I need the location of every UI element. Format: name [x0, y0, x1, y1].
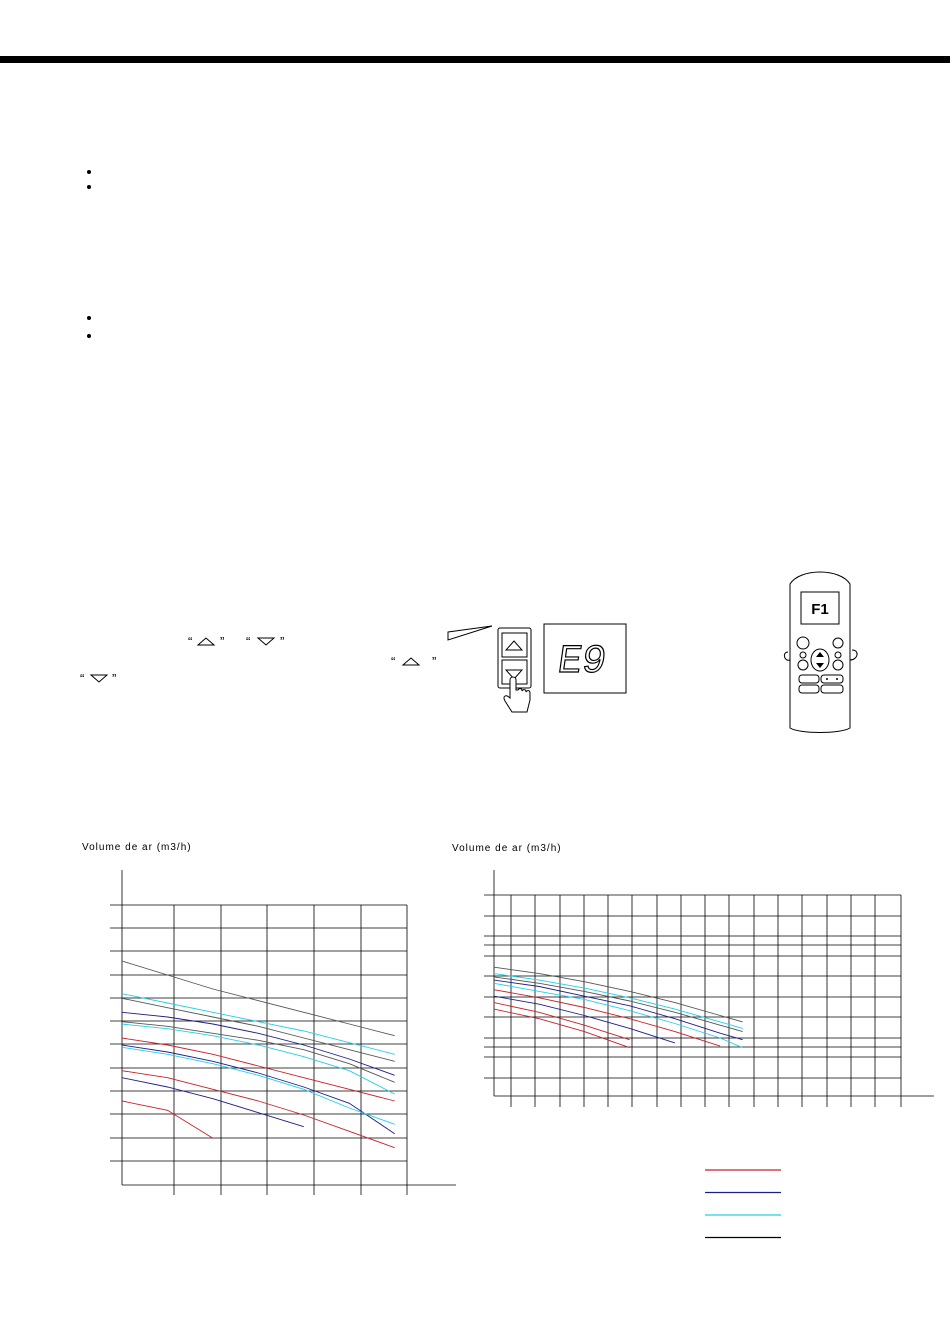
series-line-black-2	[122, 998, 395, 1061]
down-arrow-icon-2	[91, 675, 107, 682]
right-chart-grid	[484, 895, 901, 1107]
hand-pointer-icon	[504, 677, 530, 712]
series-line-red-3	[494, 1009, 630, 1048]
quote-up-1-open: “	[188, 634, 193, 649]
left-chart-series	[122, 961, 395, 1148]
remote-screen-code: F1	[811, 601, 829, 618]
quote-down-2-open: “	[80, 671, 85, 686]
series-line-red-3	[122, 1101, 213, 1138]
quote-down-1-close: ”	[280, 634, 285, 649]
svg-text:E9: E9	[554, 640, 610, 685]
series-line-blue-3	[122, 1078, 304, 1127]
error-code-text	[555, 640, 609, 685]
panel-up-arrow-icon	[506, 641, 522, 650]
remote-control-illustration	[784, 572, 857, 733]
series-line-blue-2	[494, 996, 675, 1043]
quote-up-1-close: ”	[220, 634, 225, 649]
series-line-red-2	[494, 1003, 630, 1040]
right-chart-ylabel: Volume de ar (m3/h)	[452, 843, 562, 854]
quote-up-2-close: ”	[432, 654, 437, 669]
left-chart-ylabel: Volume de ar (m3/h)	[82, 842, 192, 853]
quote-down-1-open: “	[246, 634, 251, 649]
up-arrow-icon-1	[198, 638, 214, 645]
down-arrow-icon-1	[258, 638, 274, 645]
quote-up-2-open: “	[391, 654, 396, 669]
series-line-red-1	[122, 1038, 395, 1101]
chart-legend	[705, 1170, 781, 1238]
series-line-blue-2	[122, 1045, 395, 1134]
pointer-wedge-icon	[448, 626, 492, 640]
quote-down-2-close: ”	[112, 671, 117, 686]
series-line-cyan-2	[122, 1024, 395, 1094]
up-arrow-icon-2	[403, 658, 419, 665]
